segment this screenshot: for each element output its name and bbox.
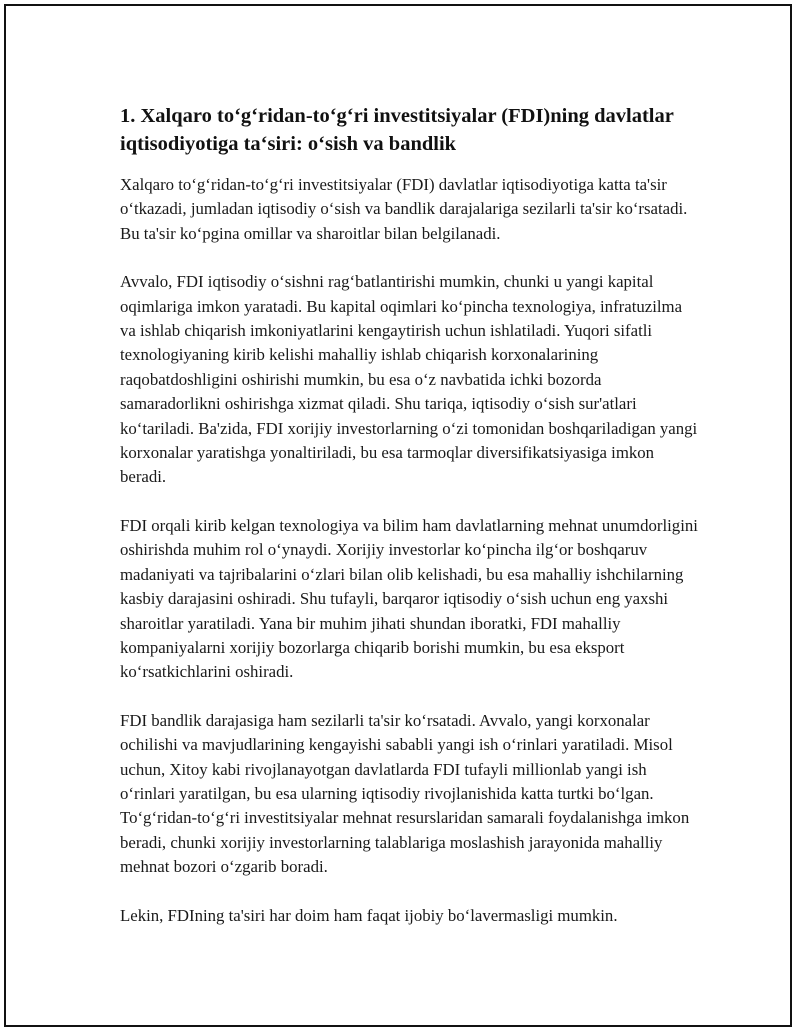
- section-heading: 1. Xalqaro to‘g‘ridan-to‘g‘ri investitsiyalar (FDI)ning davlatlar iqtisodiyotiga ta‘siri: o‘sish va bandlik: [120, 105, 674, 155]
- paragraph-conclusion: Lekin, FDIning ta'siri har doim ham faqat ijobiy bo‘lavermasligi mumkin.: [120, 905, 618, 925]
- paragraph-growth: Avvalo, FDI iqtisodiy o‘sishni rag‘batlantirishi mumkin, chunki u yangi kapital oqimlariga imkon yaratadi. Bu kapital oqimlari ko‘pincha texnologiya, infratuzilma va ishlab chiqarish imkoniyatlarini kengaytirish uchun ishlatiladi. Yuqori sifatli texnologiyaning kirib kelishi mahalliy ishlab chiqarish korxonalarining raqobatdoshligini oshirishi mumkin, bu esa o‘z navbatida ichki bozorda samaradorlikni oshirishga xizmat qiladi. Shu tariqa, iqtisodiy o‘sish sur'atlari ko‘tariladi. Ba'zida, FDI xorijiy investorlarning o‘zi tomonidan boshqariladigan yangi korxonalar yaratishga yonaltiriladi, bu esa tarmoqlar diversifikatsiyasiga imkon beradi.: [120, 272, 698, 487]
- paragraph-technology: FDI orqali kirib kelgan texnologiya va bilim ham davlatlarning mehnat unumdorligini oshirishda muhim rol o‘ynaydi. Xorijiy investorlar ko‘pincha ilg‘or boshqaruv madaniyati va tajribalarini o‘zlari bilan olib kelishadi, bu esa mahalliy ishchilarning kasbiy darajasini oshiradi. Shu tufayli, barqaror iqtisodiy o‘sish uchun eng yaxshi sharoitlar yaratiladi. Yana bir muhim jihati shundan iboratki, FDI mahalliy kompaniyalarni xorijiy bozorlarga chiqarib borishi mumkin, bu esa eksport ko‘rsatkichlarini oshiradi.: [120, 515, 698, 682]
- paragraph-employment: FDI bandlik darajasiga ham sezilarli ta'sir ko‘rsatadi. Avvalo, yangi korxonalar ochilishi va mavjudlarining kengayishi sababli yangi ish o‘rinlari yaratiladi. Misol uchun, Xitoy kabi rivojlanayotgan davlatlarda FDI tufayli millionlab yangi ish o‘rinlari yaratilgan, bu esa ularning iqtisodiy rivojlanishida katta turtki bo‘lgan. To‘g‘ridan-to‘g‘ri investitsiyalar mehnat resurslaridan samarali foydalanishga imkon beradi, chunki xorijiy investorlarning talablariga moslashish jarayonida mahalliy mehnat bozori o‘zgarib boradi.: [120, 710, 690, 877]
- document-body: [120, 102, 698, 952]
- paragraph-intro: Xalqaro to‘g‘ridan-to‘g‘ri investitsiyalar (FDI) davlatlar iqtisodiyotiga katta ta'sir o‘tkazadi, jumladan iqtisodiy o‘sish va bandlik darajalariga sezilarli ta'sir ko‘rsatadi. Bu ta'sir ko‘pgina omillar va sharoitlar bilan belgilanadi.: [120, 175, 688, 243]
- page-frame: [4, 4, 792, 1027]
